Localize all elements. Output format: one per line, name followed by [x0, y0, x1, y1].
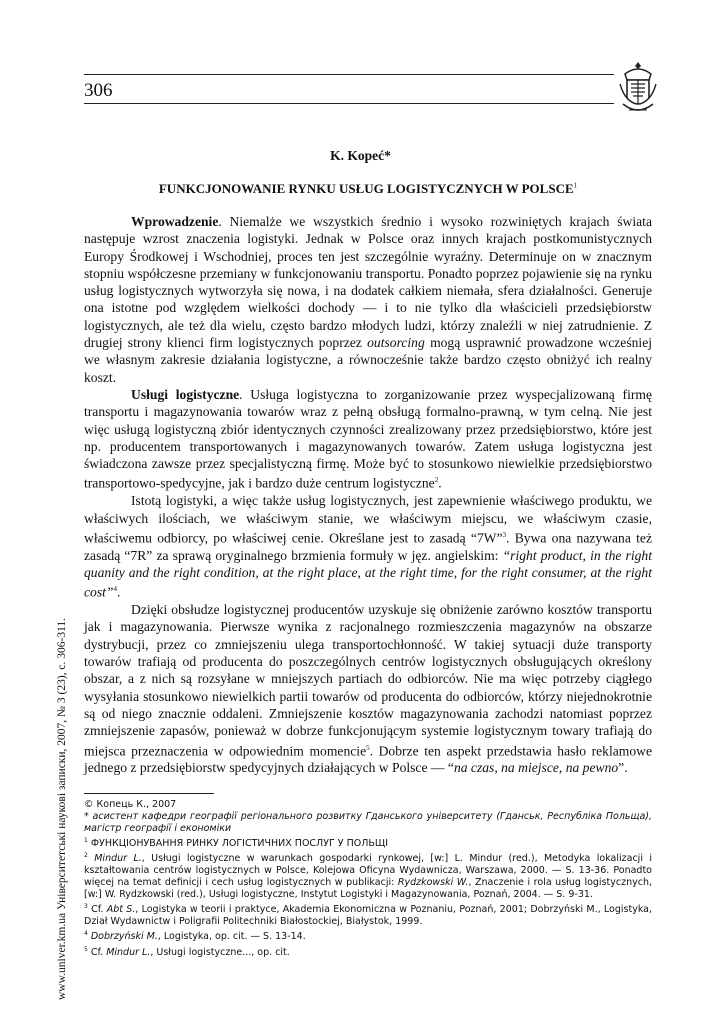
title-note-ref: 1 — [573, 181, 578, 190]
footnote-text: , Usługi logistyczne w warunkach gospodarki rynkowej, [w:] L. Mindur (red.), Metodyka lokalizacji i kształtowania centrów logistycznych w Polsce, Kolejowa Oficyna Wydawnicza, Warszawa, 2000. — S. 13-36. Ponadto więcej na temat definicji i cech usług logistycznych w publikacji: — [84, 853, 652, 889]
footnote-text: Cf. — [87, 946, 107, 958]
footnote-author: Abt S. — [106, 904, 136, 916]
footnote-rule — [84, 793, 214, 794]
paragraph-text: Dzięki obsłudze logistycznej producentów uzyskuje się obniżenie zarówno kosztów transportu jak i magazynowania. Pierwsze wynika z racjonalnego rozmieszczenia magazynów na obszarze dystrybucji, przez co zmniejszeniu ulega transportochłonność. W takiej sytuacji duże transporty towarów trafiają od producenta do poszczególnych centrów logistycznych obsługujących określony obszar, a z nich są rozsyłane w mniejszych partiach do odbiorców. Nie ma więc potrzeby ciągłego wysyłania stosunkowo niewielkich partii towarów od producenta do odbiorców, którzy niejednokrotnie są od niego znacznie oddaleni. Zmniejszenie kosztów magazynowania zachodzi natomiast poprzez zmniejszenie zapasów, ponieważ w dobrze funkcjonującym systemie logistycznym towary trafiają do miejsca przeznaczenia w odpowiednim momencie — [84, 602, 652, 759]
footnote-author: Mindur L. — [106, 946, 151, 958]
quote-7r: “right product, in the right quanity and the right condition, at the right place, at the right time, for the right consumer, at the right cost” — [84, 547, 652, 600]
footnote-mark: 3 — [84, 903, 88, 911]
header-rule-top — [84, 74, 614, 75]
paragraph-costs — [84, 601, 652, 777]
footnote-ref: 4 — [113, 585, 117, 594]
article-author: K. Kopeć* — [330, 148, 391, 163]
footnote-text: , Usługi logistyczne..., op. cit. — [150, 946, 290, 958]
footnote-text: , Logistyka w teorii i praktyce, Akademia Ekonomiczna w Poznaniu, Poznań, 2001; Dobrzyński M., Logistyka, Dział Wydawnictw i Poligrafii Politechniki Białostockiej, Białystok, 1999. — [84, 904, 652, 928]
footnote-3 — [84, 901, 652, 928]
paragraph-text: . Usługa logistyczna to zorganizowanie przez wyspecjalizowaną firmę transportu i magazynowania towarów wraz z pełną obsługą formalno-prawną, w tym celną. Nie jest więc usługą logistyczną zbiór identycznych czynności zrealizowany przez przedsiębiorstwo, które jest np. producentem transportowanych i magazynowanych towarów. Zatem usługa logistyczna jest świadczona zawsze przez specjalistyczną firmę. Może być to stosunkowo niewielkie przedsiębiorstwo transportowo-spedycyjne, jak i bardzo duże centrum logistyczne — [84, 386, 652, 491]
logistics-services-heading: Usługi logistyczne — [131, 386, 240, 402]
journal-citation-sidebar: www.univer.km.ua Університетські наукові записки, 2007, № 3 (23), с. 306-311. — [56, 617, 68, 1000]
paragraph-text: . — [116, 584, 121, 600]
footnote-text: Cf. — [87, 904, 107, 916]
footnote-ref: 2 — [434, 476, 439, 485]
paragraph-text: . Niemalże we wszystkich średnio i wysoko rozwiniętych krajach świata następuje wzrost znaczenia logistyki. Jednak w Polsce oraz innych krajach postkomunistycznych Europy Środkowej i Wschodniej, proces ten jest szczególnie wyraźny. Determinuje on w znacznym stopniu współczesne przemiany w funkcjonowaniu transportu. Ponadto poprzez pojawienie się na rynku usług logistycznych wytworzyła się nowa, i na dodatek całkiem niemała, sfera działalności. Generuje ona istotne pod względem wielkości dochody — i to nie tylko dla właścicieli przedsiębiorstw logistycznych, ale też dla wielu, często bardzo młodych ludzi, którzy znaleźli w niej zatrudnienie. Z drugiej strony klienci firm logistycznych poprzez — [84, 214, 652, 351]
slogan-quote: na czas, na miejsce, na pewno — [453, 760, 619, 776]
footnote-mark: 1 — [84, 837, 88, 844]
footnote-ref: 5 — [366, 743, 370, 752]
copyright-note: © Копець К., 2007 — [84, 799, 177, 810]
university-crest-icon — [617, 60, 659, 118]
author-note-text: * асистент кафедри географії регіонального розвитку Гданського університету (Гданськ, Республіка Польща), магістр географії і економіки — [84, 811, 652, 834]
author-note — [84, 811, 652, 835]
footnote-5 — [84, 944, 652, 959]
footnote-ref: 3 — [502, 530, 507, 539]
header-rule-bottom — [84, 103, 614, 104]
footnote-mark: 5 — [84, 945, 88, 953]
footnotes — [84, 799, 652, 959]
paragraph-text: . Bywa ona nazywana też zasadą “7R” za sprawą oryginalnego brzmienia formuły w jęz. angielskim: — [84, 530, 652, 563]
footnote-author: Dobrzyński M. — [87, 931, 158, 943]
footnote-mark: 4 — [84, 930, 88, 938]
title-text: FUNKCJONOWANIE RYNKU USŁUG LOGISTYCZNYCH W POLSCE — [158, 181, 574, 196]
page-number: 306 — [84, 80, 113, 101]
paragraph-text: ”. — [618, 760, 628, 776]
emphasis-outsorcing: outsorcing — [367, 335, 425, 351]
paragraph-text: . — [438, 475, 442, 491]
paragraph-text: mogą usprawnić prowadzone wcześniej we własnym zakresie działania logistyczne, a równocześnie także bardzo często obniżyć ich realny koszt. — [84, 335, 653, 385]
footnote-author: Mindur L. — [94, 853, 142, 865]
footnote-author: Rydzkowski W. — [397, 877, 469, 889]
footnote-text: ФУНКЦІОНУВАННЯ РИНКУ ЛОГІСТИЧНИХ ПОСЛУГ У ПОЛЬЩІ — [87, 838, 389, 850]
paragraph-logistics-services — [84, 386, 652, 492]
footnote-2 — [84, 850, 652, 901]
footnote-text: , Znaczenie i rola usług logistycznych, [w:] W. Rydzkowski (red.), Usługi logistyczne, Instytut Logistyki i Magazynowania, Poznań, 2004. — S. 9-31. — [84, 877, 652, 901]
paragraph-text: Istotą logistyki, a więc także usług logistycznych, jest zapewnienie właściwego produktu, we właściwych ilościach, we właściwym stanie, we właściwym miejscu, we właściwym czasie, właściwemu odbiorcy, po właściwej cenie. Określane jest to zasadą “7W” — [84, 493, 652, 546]
footnote-text: , Logistyka, op. cit. — S. 13-14. — [157, 931, 306, 943]
article-body — [84, 213, 652, 777]
footnote-4 — [84, 928, 652, 943]
introduction-heading: Wprowadzenie — [131, 214, 219, 229]
paragraph-7w-rule — [84, 492, 652, 601]
footnote-1 — [84, 835, 652, 850]
paragraph-text: . Dobrze ten aspekt przedstawia hasło reklamowe jednego z przedsiębiorstw spedycyjnych działających w Polsce — “ — [84, 743, 652, 776]
footnote-mark: 2 — [84, 852, 88, 860]
paragraph-introduction — [84, 213, 652, 386]
article-title — [84, 181, 652, 197]
